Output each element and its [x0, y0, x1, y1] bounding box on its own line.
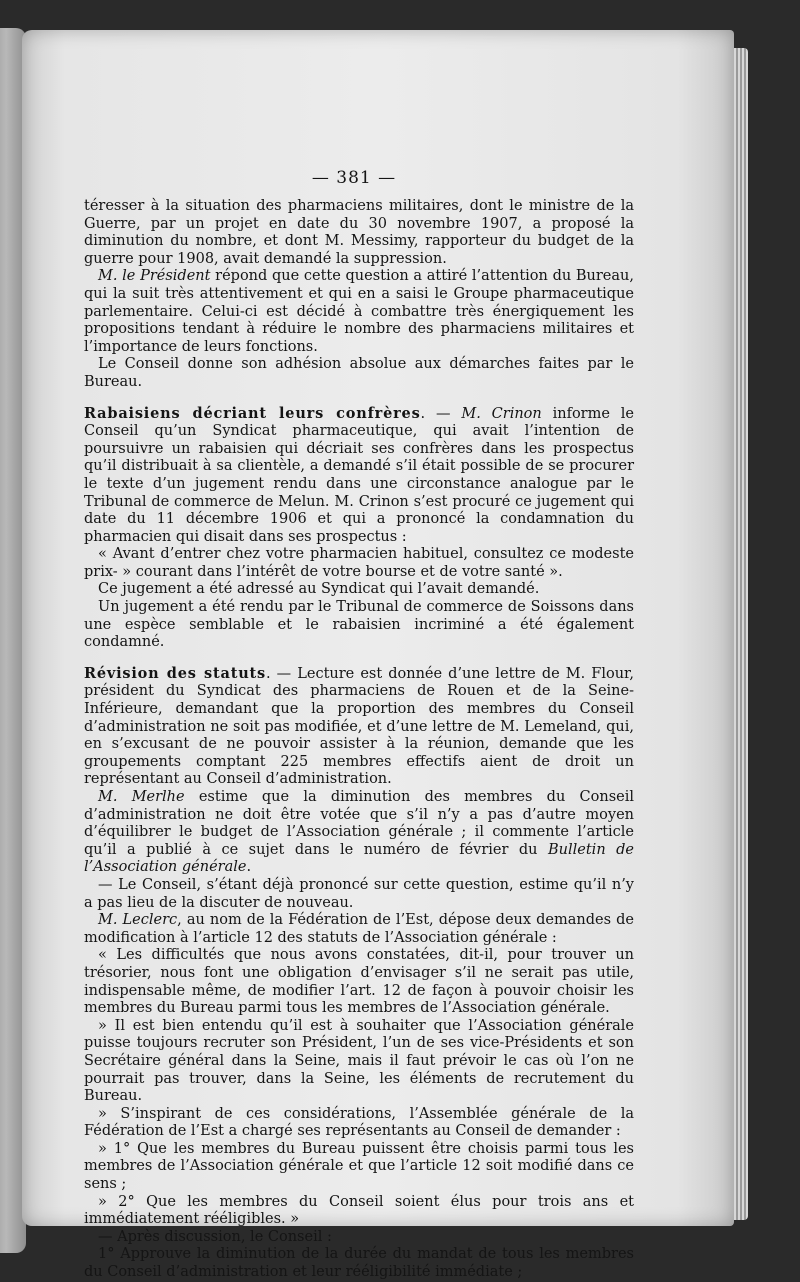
text-run: « Avant d’entrer chez votre pharmacien habituel, consultez ce modeste prix- » courant dans l’intérêt de votre bourse et de votre santé ».: [84, 546, 634, 580]
text-run: — Le Conseil, s’étant déjà prononcé sur cette question, estime qu’il n’y a pas lieu de la discuter de nouveau.: [84, 876, 634, 911]
paragraph-p14: [84, 1106, 634, 1141]
text-run: — Après discussion, le Conseil :: [98, 1228, 332, 1245]
italic-text: M. Leclerc: [98, 912, 178, 929]
text-run: informe le Conseil qu’un Syndicat pharmaceutique, qui avait l’intention de poursuivre un rabaisien qui décriait ses confrères dans les prospectus qu’il distribuait à sa clientèle, a demandé s’il était possible de se procurer le texte d’un jugement rendu dans une circonstance analogue par le Tribunal de commerce de Melun. M. Crinon s’est procuré ce jugement qui date du 11 décembre 1906 et qui a prononcé la condamnation du pharmacien qui disait dans ses prospectus :: [84, 405, 635, 545]
text-run: » 1° Que les membres du Bureau puissent être choisis parmi tous les membres de l’Association générale et que l’article 12 soit modifié dans ce sens ;: [84, 1140, 634, 1193]
paragraph-p15: [84, 1141, 634, 1194]
paragraph-p6: [84, 581, 634, 599]
section-heading: Rabaisiens décriant leurs confrères: [84, 404, 421, 422]
paragraph-p3: [84, 356, 634, 391]
paragraph-p10: [84, 877, 634, 912]
italic-text: M. le Président: [98, 268, 211, 285]
paragraph-p12: [84, 947, 634, 1017]
page-body-text: [84, 198, 634, 1282]
text-run: répond que cette question a attiré l’attention du Bureau, qui la suit très attentivement et qui en a saisi le Groupe pharmaceutique parlementaire. Celui-ci est décidé à combattre très énergiquement les propositions tendant à réduire le nombre des pharmaciens militaires et l’importance de leurs fonctions.: [84, 268, 634, 355]
page-number: — 381 —: [311, 168, 397, 188]
paragraph-p11: [84, 912, 634, 947]
paragraph-p9: [84, 789, 634, 877]
paragraph-p18: [84, 1246, 634, 1281]
paragraph-p7: [84, 599, 634, 652]
text-run: . —: [420, 405, 462, 422]
text-run: . — Lecture est donnée d’une lettre de M. Flour, président du Syndicat des pharmaciens de Rouen et de la Seine-Inférieure, demandant que la proportion des membres du Conseil d’administration ne soit pas modifiée, et d’une lettre de M. Lemeland, qui, en s’excusant de ne pouvoir assister à la réunion, demande que les groupements comptant 225 membres effectifs aient de droit un représentant au Conseil d’administration.: [84, 665, 634, 788]
text-run: Le Conseil donne son adhésion absolue aux démarches faites par le Bureau.: [84, 356, 634, 390]
paragraph-p4: [84, 405, 634, 547]
paragraph-p1: [84, 198, 634, 268]
paragraph-p13: [84, 1018, 634, 1106]
text-run: téresser à la situation des pharmaciens militaires, dont le ministre de la Guerre, par un projet en date du 30 novembre 1907, a proposé la diminution du nombre, et dont M. Messimy, rapporteur du budget de la guerre pour 1908, avait demandé la suppression.: [84, 198, 634, 267]
paragraph-p17: [84, 1229, 634, 1247]
text-run: 1° Approuve la diminution de la durée du mandat de tous les membres du Conseil d’administration et leur rééligibilité immédiate ;: [84, 1246, 634, 1281]
italic-text: Bulletin de l’Association générale: [84, 841, 634, 876]
section-heading: Révision des statuts: [84, 664, 266, 682]
text-run: Un jugement a été rendu par le Tribunal de commerce de Soissons dans une espèce semblable et le rabaisien incriminé a été également condamné.: [84, 599, 634, 651]
book-page: [22, 30, 734, 1281]
italic-text: M. Merlhe: [98, 789, 185, 805]
paragraph-p2: [84, 268, 634, 356]
paragraph-p16: [84, 1194, 634, 1229]
text-run: estime que la diminution des membres du Conseil d’administration ne doit être votée que s’il n’y a pas d’autre moyen d’équilibrer le budget de l’Association générale ; il commente l’article qu’il a publié à ce sujet dans le numéro de février du: [84, 789, 634, 858]
text-run: Ce jugement a été adressé au Syndicat qui l’avait demandé.: [98, 581, 540, 598]
paragraph-p8: [84, 665, 634, 789]
text-run: « Les difficultés que nous avons constatées, dit-il, pour trouver un trésorier, nous font une obligation d’envisager s’il ne serait pas utile, indispensable même, de modifier l’art. 12 de façon à pouvoir choisir les membres du Bureau parmi tous les membres de l’Association générale.: [84, 947, 634, 1017]
italic-text: M. Crinon: [461, 405, 542, 422]
text-run: » 2° Que les membres du Conseil soient élus pour trois ans et immédiatement rééligibles. »: [84, 1193, 634, 1228]
text-run: » Il est bien entendu qu’il est à souhaiter que l’Association générale puisse toujours recruter son Président, l’un de ses vice-Présidents et son Secrétaire général dans la Seine, mais il faut prévoir le cas où l’on ne pourrait pas trouver, dans la Seine, les éléments de recrutement du Bureau.: [84, 1017, 634, 1105]
text-run: .: [246, 859, 252, 876]
text-run: » S’inspirant de ces considérations, l’Assemblée générale de la Fédération de l’Est a chargé ses représentants au Conseil de demander :: [84, 1105, 634, 1140]
paragraph-p5: [84, 546, 634, 581]
text-run: , au nom de la Fédération de l’Est, dépose deux demandes de modification à l’article 12 des statuts de l’Association générale :: [84, 912, 634, 946]
